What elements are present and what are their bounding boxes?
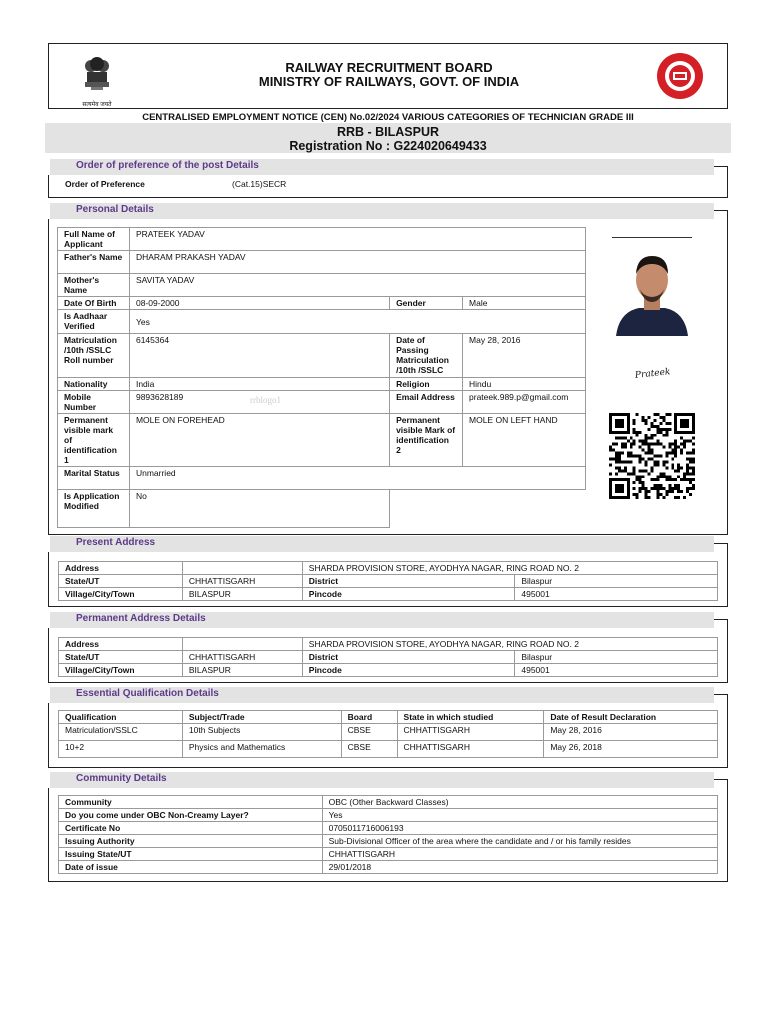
father-label: Father's Name — [58, 251, 130, 274]
emblem-caption: सत्यमेव जयते — [82, 102, 112, 108]
district-value: Bilaspur — [515, 575, 718, 588]
header-box — [48, 43, 728, 109]
aadhaar-label: Is Aadhaar Verified — [58, 310, 130, 334]
gender-value: Male — [463, 297, 586, 310]
community-section — [48, 773, 728, 882]
village-label: Village/City/Town — [59, 588, 183, 601]
mobile-number: 9893628189 — [135, 392, 184, 402]
railways-logo-icon — [656, 52, 704, 100]
registration-number: Registration No : G224020649433 — [289, 139, 487, 153]
community-label: Community — [59, 796, 323, 809]
result-date-header: Date of Result Declaration — [544, 711, 718, 724]
board-header: Board — [341, 711, 397, 724]
dob-label: Date Of Birth — [58, 297, 130, 310]
issuing-state-label: Issuing State/UT — [59, 848, 323, 861]
mother-value: SAVITA YADAV — [129, 274, 585, 297]
table-row — [58, 310, 586, 334]
table-row — [58, 391, 586, 414]
religion-value: Hindu — [463, 378, 586, 391]
present-address-table — [58, 561, 718, 601]
community-value: OBC (Other Backward Classes) — [322, 796, 717, 809]
rrb-name: RRB - BILASPUR — [336, 125, 440, 139]
pincode-value: 495001 — [515, 588, 718, 601]
watermark-text: rrblogo1 — [249, 395, 281, 405]
state-label: State/UT — [59, 651, 183, 664]
empty-cell — [390, 490, 586, 528]
full-name-label: Full Name of Applicant — [58, 228, 130, 251]
table-row — [59, 861, 718, 874]
table-cell: May 28, 2016 — [544, 724, 718, 741]
mark1-label: Permanent visible mark of identification 1 — [58, 414, 130, 467]
preference-section — [48, 160, 728, 198]
subject-header: Subject/Trade — [182, 711, 341, 724]
address-label: Address — [59, 562, 183, 575]
preference-value: (Cat.15)SECR — [232, 179, 287, 189]
table-row — [58, 490, 586, 528]
marital-label: Marital Status — [58, 467, 130, 490]
mark2-value: MOLE ON LEFT HAND — [463, 414, 586, 467]
personal-section — [48, 204, 728, 535]
table-row — [59, 588, 718, 601]
permanent-address-section — [48, 613, 728, 683]
cen-notice: CENTRALISED EMPLOYMENT NOTICE (CEN) No.02/2024 VARIOUS CATEGORIES OF TECHNICIAN GRADE III — [142, 112, 634, 123]
table-row — [58, 414, 586, 467]
address-value: SHARDA PROVISION STORE, AYODHYA NAGAR, RING ROAD NO. 2 — [302, 562, 717, 575]
table-row — [58, 467, 586, 490]
address-label: Address — [59, 638, 183, 651]
section-heading: Present Address — [47, 536, 714, 552]
village-value: BILASPUR — [182, 664, 302, 677]
village-label: Village/City/Town — [59, 664, 183, 677]
dop-label: Date of Passing Matriculation /10th /SSLC — [390, 334, 463, 378]
pincode-label: Pincode — [302, 588, 515, 601]
pincode-label: Pincode — [302, 664, 515, 677]
table-row — [58, 251, 586, 274]
table-row — [59, 848, 718, 861]
certificate-label: Certificate No — [59, 822, 323, 835]
religion-label: Religion — [390, 378, 463, 391]
state-label: State/UT — [59, 575, 183, 588]
table-row — [58, 274, 586, 297]
pincode-value: 495001 — [515, 664, 718, 677]
community-table — [58, 795, 718, 874]
table-cell: CHHATTISGARH — [397, 724, 544, 741]
header-title-1: RAILWAY RECRUITMENT BOARD — [285, 60, 493, 75]
father-value: DHARAM PRAKASH YADAV — [129, 251, 585, 274]
section-heading: Permanent Address Details — [47, 612, 714, 628]
table-row — [59, 664, 718, 677]
ncl-label: Do you come under OBC Non-Creamy Layer? — [59, 809, 323, 822]
state-header: State in which studied — [397, 711, 544, 724]
mobile-label: Mobile Number — [58, 391, 130, 414]
section-heading: Community Details — [47, 772, 714, 788]
qr-code-icon — [606, 413, 698, 499]
table-row — [59, 796, 718, 809]
mother-label: Mother's Name — [58, 274, 130, 297]
gender-label: Gender — [390, 297, 463, 310]
table-cell: CHHATTISGARH — [397, 741, 544, 758]
rrb-band — [45, 123, 731, 153]
district-value: Bilaspur — [515, 651, 718, 664]
email-value: prateek.989.p@gmail.com — [463, 391, 586, 414]
district-label: District — [302, 575, 515, 588]
table-cell: CBSE — [341, 724, 397, 741]
nationality-value: India — [129, 378, 389, 391]
issue-date-value: 29/01/2018 — [322, 861, 717, 874]
table-row — [59, 711, 718, 724]
issuing-state-value: CHHATTISGARH — [322, 848, 717, 861]
section-heading: Essential Qualification Details — [47, 687, 714, 703]
modified-value: No — [129, 490, 389, 528]
issue-date-label: Date of issue — [59, 861, 323, 874]
table-row — [59, 741, 718, 758]
mark2-label: Permanent visible Mark of identification 2 — [390, 414, 463, 467]
table-row — [59, 822, 718, 835]
preference-label: Order of Preference — [65, 179, 145, 189]
full-name-value: PRATEEK YADAV — [129, 228, 585, 251]
modified-label: Is Application Modified — [58, 490, 130, 528]
table-row — [58, 297, 586, 310]
table-cell: Physics and Mathematics — [182, 741, 341, 758]
aadhaar-value: Yes — [129, 310, 585, 334]
photo-top-line — [612, 237, 692, 238]
dob-value: 08-09-2000 — [129, 297, 389, 310]
table-row — [59, 638, 718, 651]
matric-label: Matriculation /10th /SSLC Roll number — [58, 334, 130, 378]
applicant-photo — [611, 243, 693, 339]
address-value: SHARDA PROVISION STORE, AYODHYA NAGAR, RING ROAD NO. 2 — [302, 638, 717, 651]
dop-value: May 28, 2016 — [463, 334, 586, 378]
table-row — [58, 334, 586, 378]
table-cell: 10+2 — [59, 741, 183, 758]
village-value: BILASPUR — [182, 588, 302, 601]
table-row — [58, 228, 586, 251]
matric-value: 6145364 — [129, 334, 389, 378]
personal-table — [57, 227, 586, 528]
qualification-header: Qualification — [59, 711, 183, 724]
empty-cell — [182, 562, 302, 575]
table-cell: CBSE — [341, 741, 397, 758]
table-row — [59, 724, 718, 741]
table-row — [59, 809, 718, 822]
qualification-section — [48, 688, 728, 768]
table-row — [59, 835, 718, 848]
section-heading: Personal Details — [47, 203, 714, 219]
email-label: Email Address — [390, 391, 463, 414]
ncl-value: Yes — [322, 809, 717, 822]
nationality-label: Nationality — [58, 378, 130, 391]
authority-label: Issuing Authority — [59, 835, 323, 848]
table-cell: Matriculation/SSLC — [59, 724, 183, 741]
table-row — [59, 651, 718, 664]
table-cell: 10th Subjects — [182, 724, 341, 741]
state-value: CHHATTISGARH — [182, 651, 302, 664]
empty-cell — [182, 638, 302, 651]
marital-value: Unmarried — [129, 467, 585, 490]
permanent-address-table — [58, 637, 718, 677]
authority-value: Sub-Divisional Officer of the area where the candidate and / or his family resides — [322, 835, 717, 848]
state-value: CHHATTISGARH — [182, 575, 302, 588]
table-row — [58, 378, 586, 391]
certificate-value: 0705011716006193 — [322, 822, 717, 835]
signature: Prateek — [634, 367, 671, 381]
district-label: District — [302, 651, 515, 664]
header-title-2: MINISTRY OF RAILWAYS, GOVT. OF INDIA — [258, 74, 520, 89]
mark1-value: MOLE ON FOREHEAD — [129, 414, 389, 467]
mobile-value — [129, 391, 389, 414]
table-row — [59, 562, 718, 575]
present-address-section — [48, 537, 728, 607]
section-heading: Order of preference of the post Details — [47, 159, 714, 175]
qualification-table — [58, 710, 718, 758]
table-row — [59, 575, 718, 588]
table-cell: May 26, 2018 — [544, 741, 718, 758]
